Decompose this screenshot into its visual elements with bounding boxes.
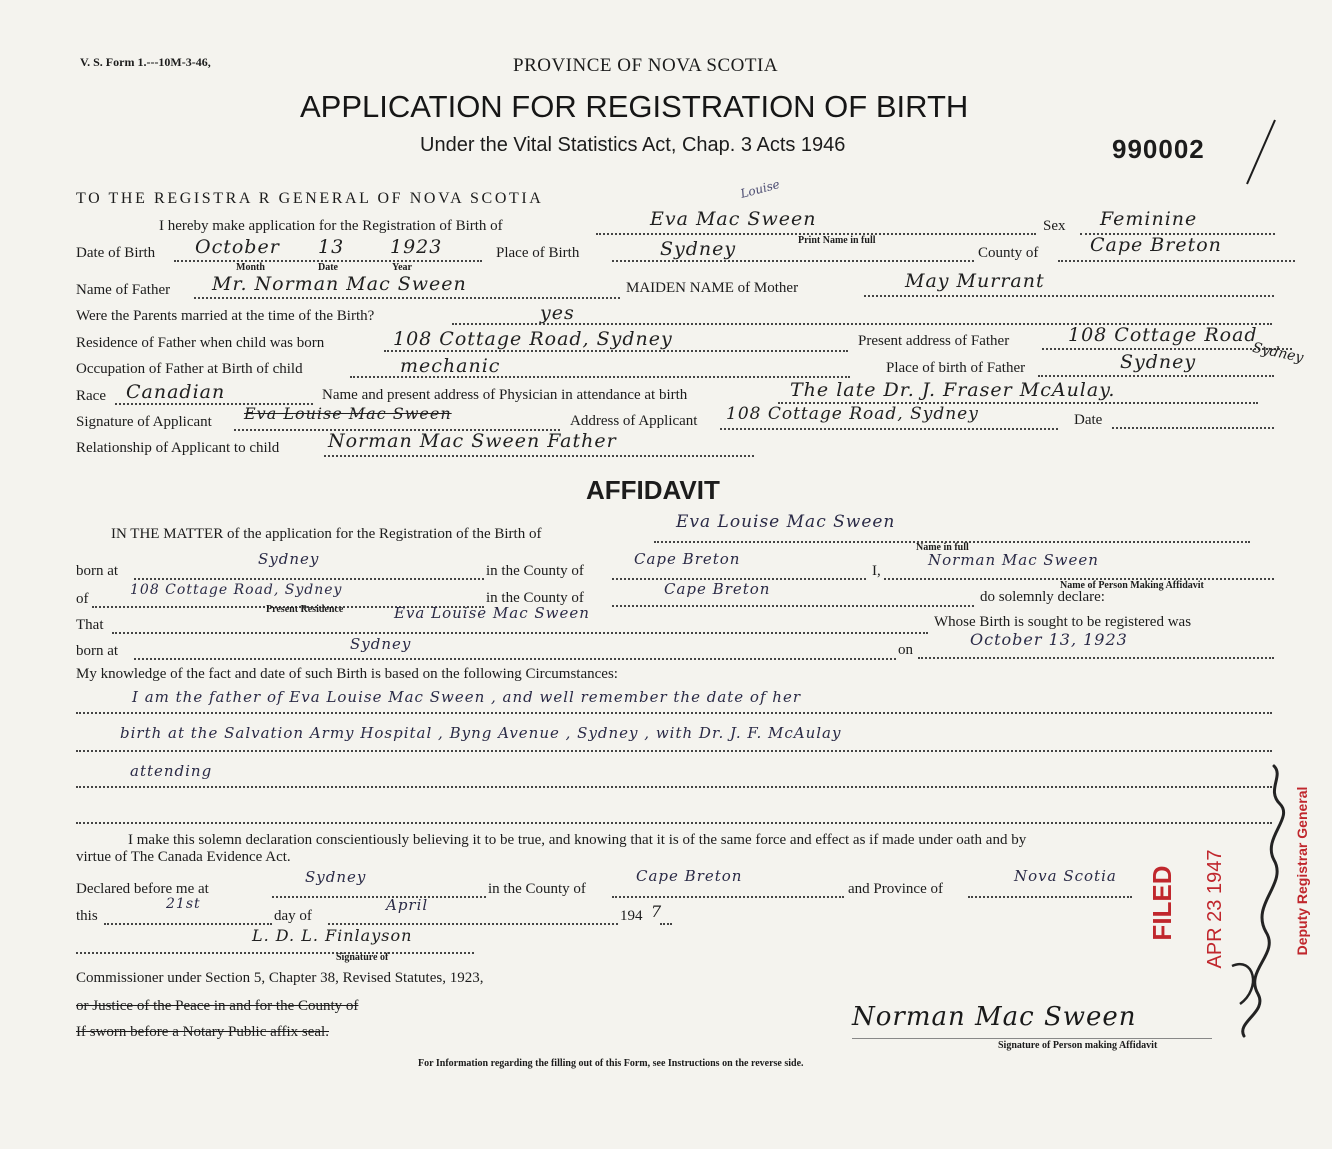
born-at-label: born at: [76, 563, 119, 579]
registration-number: 990002: [1112, 134, 1205, 164]
declare-label: do solemnly declare:: [980, 589, 1105, 605]
whose-birth-label: Whose Birth is sought to be registered was: [934, 614, 1192, 630]
child-name: Eva Mac Sween: [650, 208, 817, 230]
day: 21st: [166, 896, 201, 912]
in-county-label-2: in the County of: [486, 590, 584, 606]
married-label: Were the Parents married at the time of the Birth?: [76, 308, 375, 324]
county: Cape Breton: [1090, 234, 1222, 256]
residence: 108 Cottage Road, Sydney: [393, 328, 673, 350]
registrar-signature-scrawl: [1214, 756, 1304, 1046]
day-of-label: day of: [274, 908, 312, 924]
date-field-label: Date: [1074, 412, 1103, 428]
child-name-insert: Louise: [738, 177, 782, 201]
county-label-3: in the County of: [488, 881, 586, 897]
affiant-note: Signature of Person making Affidavit: [998, 1040, 1158, 1051]
date-note: Date: [318, 262, 338, 273]
born-at-line: [134, 578, 484, 580]
place-label: Place of Birth: [496, 245, 580, 261]
on-date: October 13, 1923: [970, 630, 1128, 649]
born-at-label-2: born at: [76, 643, 119, 659]
filed-date-stamp: APR 23 1947: [1204, 849, 1226, 969]
relationship-label: Relationship of Applicant to child: [76, 440, 280, 456]
on-line: [918, 657, 1274, 659]
address-line: [720, 428, 1058, 430]
solemn-declaration-2: virtue of The Canada Evidence Act.: [76, 849, 291, 865]
filed-stamp: FILED: [1147, 865, 1177, 941]
form-code: V. S. Form 1.---10M-3-46,: [80, 55, 211, 69]
father-label: Name of Father: [76, 282, 171, 298]
occupation-label: Occupation of Father at Birth of child: [76, 361, 303, 377]
month-note: Month: [236, 262, 265, 273]
father-pob-label: Place of birth of Father: [886, 360, 1026, 376]
applicant-signature: Eva Louise Mac Sween: [244, 404, 452, 423]
on-label: on: [898, 642, 913, 658]
form-title: APPLICATION FOR REGISTRATION OF BIRTH: [300, 89, 969, 124]
present-address: 108 Cottage Road: [1068, 324, 1258, 346]
dob-year: 1923: [390, 236, 443, 258]
addressee: TO THE REGISTRA R GENERAL OF NOVA SCOTIA: [76, 190, 544, 207]
sex-label: Sex: [1043, 218, 1066, 234]
father-pob-extra: Sydney: [1250, 339, 1305, 367]
year-line: [660, 923, 672, 925]
place-of-birth: Sydney: [660, 238, 737, 260]
dob-date: 13: [318, 236, 345, 258]
mother-label: MAIDEN NAME of Mother: [626, 280, 799, 296]
year-prefix: 194: [620, 908, 643, 924]
address-label: Address of Applicant: [570, 413, 698, 429]
father-line: [194, 297, 620, 299]
relationship-line: [324, 455, 754, 457]
father-pob-line: [1038, 375, 1274, 377]
knowledge-label: My knowledge of the fact and date of such Birth is based on the following Circumstances:: [76, 666, 618, 682]
in-county-label: in the County of: [486, 563, 584, 579]
applicant-address: 108 Cottage Road, Sydney: [726, 404, 979, 424]
circumstance-line-3: [76, 786, 1272, 788]
county-line-3: [612, 896, 844, 898]
residence-note: Present Residence: [266, 604, 344, 615]
residence-line: [384, 350, 848, 352]
that-name: Eva Louise Mac Sween: [394, 604, 590, 622]
this-label: this: [76, 908, 98, 924]
circumstance-line-1: [76, 712, 1272, 714]
year-note: Year: [392, 262, 412, 273]
present-label: Present address of Father: [858, 333, 1010, 349]
signature-label: Signature of Applicant: [76, 414, 212, 430]
footer-note: For Information regarding the filling out of this Form, see Instructions on the reverse side.: [418, 1058, 804, 1069]
year-digit: 7: [651, 902, 663, 921]
declared-at: Sydney: [305, 868, 367, 886]
birth-county: Cape Breton: [634, 550, 741, 568]
affiant-signature: Norman Mac Sween: [852, 1002, 1137, 1032]
affiant-sig-line: [852, 1038, 1212, 1039]
form-subtitle: Under the Vital Statistics Act, Chap. 3 Acts 1946: [420, 134, 846, 156]
county-label: County of: [978, 245, 1039, 261]
province-line: [968, 896, 1132, 898]
dob-label: Date of Birth: [76, 245, 156, 261]
race: Canadian: [126, 381, 226, 403]
commissioner-sig-line: [76, 952, 474, 954]
month-line: [328, 923, 618, 925]
sex: Feminine: [1100, 208, 1198, 230]
province-heading: PROVINCE OF NOVA SCOTIA: [513, 55, 779, 76]
declared-county: Cape Breton: [636, 867, 743, 885]
solemn-declaration-1: I make this solemn declaration conscientiously believing it to be true, and knowing that it is of the same force and effect as if made under oath and by: [128, 832, 1027, 848]
affidavit-heading: AFFIDAVIT: [586, 475, 720, 505]
county-line-2: [612, 605, 974, 607]
person-note: Name of Person Making Affidavit: [1060, 580, 1204, 591]
signature-of-note: Signature of: [336, 952, 389, 963]
father-pob: Sydney: [1120, 351, 1197, 373]
matter-name: Eva Louise Mac Sween: [676, 512, 896, 532]
circumstance-text-3: attending: [130, 762, 213, 780]
declared-label: Declared before me at: [76, 881, 209, 897]
declared-line: [272, 896, 486, 898]
circumstance-text-1: I am the father of Eva Louise Mac Sween , and well remember the date of her: [132, 688, 801, 706]
mother-line: [864, 295, 1274, 297]
race-label: Race: [76, 388, 106, 404]
month: April: [386, 896, 429, 914]
circumstance-line-4: [76, 822, 1272, 824]
i-label: I,: [872, 563, 881, 579]
place-line: [612, 260, 974, 262]
of-label: of: [76, 591, 89, 607]
commissioner-signature: L. D. L. Finlayson: [252, 926, 413, 945]
check-mark: [1225, 112, 1285, 192]
print-name-note: Print Name in full: [798, 235, 876, 246]
mother-name: May Murrant: [905, 270, 1045, 292]
occupation: mechanic: [400, 355, 501, 377]
application-intro: I hereby make application for the Registration of Birth of: [159, 218, 503, 234]
commissioner-text: Commissioner under Section 5, Chapter 38, Revised Statutes, 1923,: [76, 970, 484, 986]
relationship: Norman Mac Sween Father: [328, 430, 617, 452]
justice-text: or Justice of the Peace in and for the County of: [76, 998, 359, 1014]
residence-label: Residence of Father when child was born: [76, 335, 325, 351]
province-label: and Province of: [848, 881, 943, 897]
father-name: Mr. Norman Mac Sween: [212, 273, 467, 295]
circumstance-line-2: [76, 750, 1272, 752]
registrar-stamp: Deputy Registrar General: [1294, 786, 1310, 956]
born-at-2: Sydney: [350, 635, 412, 653]
born-at: Sydney: [258, 550, 320, 568]
circumstance-text-2: birth at the Salvation Army Hospital , Byng Avenue , Sydney , with Dr. J. F. McAulay: [120, 724, 842, 742]
notary-text: If sworn before a Notary Public affix seal.: [76, 1024, 329, 1040]
declared-province: Nova Scotia: [1014, 867, 1117, 885]
physician-label: Name and present address of Physician in attendance at birth: [322, 387, 688, 403]
that-line: [112, 632, 928, 634]
day-line: [104, 923, 272, 925]
name-in-full-note: Name in full: [916, 542, 969, 553]
person-name: Norman Mac Sween: [928, 551, 1099, 569]
affiant-county: Cape Breton: [664, 580, 771, 598]
married: yes: [540, 302, 575, 324]
dob-month: October: [195, 236, 280, 258]
date-field-line: [1112, 427, 1274, 429]
physician: The late Dr. J. Fraser McAulay.: [790, 379, 1116, 401]
matter-label: IN THE MATTER of the application for the Registration of the Birth of: [111, 526, 542, 542]
born-at-line-2: [134, 658, 896, 660]
that-label: That: [76, 617, 104, 633]
county-line: [1058, 260, 1295, 262]
affiant-residence: 108 Cottage Road, Sydney: [130, 582, 343, 598]
